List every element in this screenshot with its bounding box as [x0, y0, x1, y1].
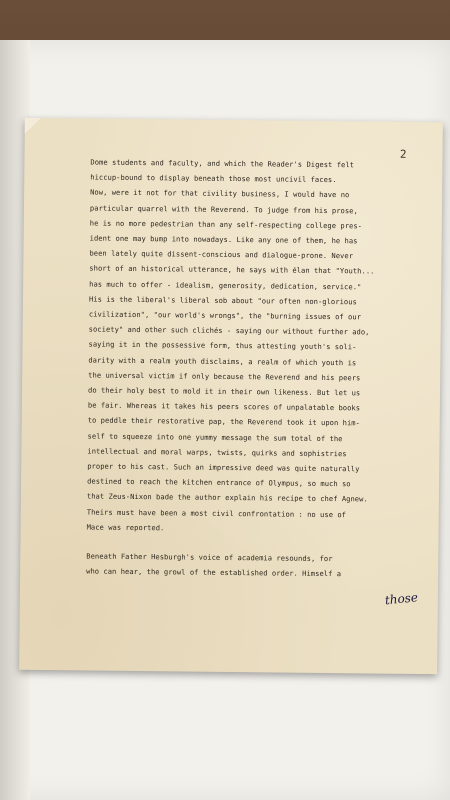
text-line: has much to offer - idealism, generosity, dedication, service." [89, 279, 362, 291]
text-line: self to squeeze into one yummy message the sum total of the [87, 431, 343, 443]
text-line: hiccup-bound to display beneath those most uncivil faces. [90, 172, 337, 185]
text-line: Theirs must have been a most civil confrontation : no use of [86, 507, 347, 519]
page-text [86, 155, 430, 583]
paragraph-2 [86, 549, 426, 583]
text-line: been lately quite dissent-conscious and dialogue-prone. Never [89, 248, 354, 261]
page-number: 2 [399, 147, 407, 161]
text-line: short of an historical utterance, he says with élan that "Youth... [89, 263, 375, 276]
text-line: that Zeus-Nixon bade the author explain his recipe to chef Agnew. [86, 491, 368, 504]
text-line: Beneath Father Hesburgh's voice of academia resounds, for [86, 551, 333, 564]
page-corner-fold [25, 118, 41, 134]
text-line: Mace was reported. [86, 522, 165, 533]
text-line: proper to his cast. Such an impressive deed was quite naturally [87, 461, 360, 474]
text-line: the universal victim if only because the Reverend and his peers [88, 370, 361, 383]
paragraph-1 [87, 155, 431, 539]
text-line: particular quarrel with the Reverend. To judge from his prose, [89, 203, 358, 215]
text-line: society" and other such clichés - saying our without further ado, [88, 324, 370, 337]
text-line: Now, were it not for that civility business, I would have no [90, 187, 350, 200]
text-line: destined to reach the kitchen entrance of Olympus, so much so [87, 476, 351, 489]
text-line: saying it in the possessive form, thus attesting youth's soli- [88, 339, 357, 352]
text-line: intellectual and moral warps, twists, quirks and sophistries [87, 446, 347, 459]
text-line: to peddle their restorative pap, the Reverend took it upon him- [87, 415, 360, 428]
typewritten-page [19, 118, 443, 674]
handwritten-note: those [384, 590, 419, 608]
text-line: he is no more pedestrian than any self-respecting college pres- [89, 218, 363, 231]
text-line: His is the liberal's liberal sob about "our often non-glorious [88, 294, 357, 307]
text-line: ident one may bump into nowadays. Like any one of them, he has [89, 233, 358, 246]
text-line: do their holy best to mold it in their own likeness. But let us [88, 385, 361, 398]
text-line: civilization", "our world's wrongs", the "burning issues of our [88, 309, 362, 322]
text-line: be fair. Whereas it takes his peers scores of unpalatable books [87, 400, 361, 413]
text-line: Dome students and faculty, and which the Reader's Digest felt [90, 157, 355, 170]
text-line: darity with a realm youth disclaims, a realm of which youth is [88, 355, 357, 367]
text-line: who can hear, the growl of the established order. Himself a [86, 566, 342, 579]
